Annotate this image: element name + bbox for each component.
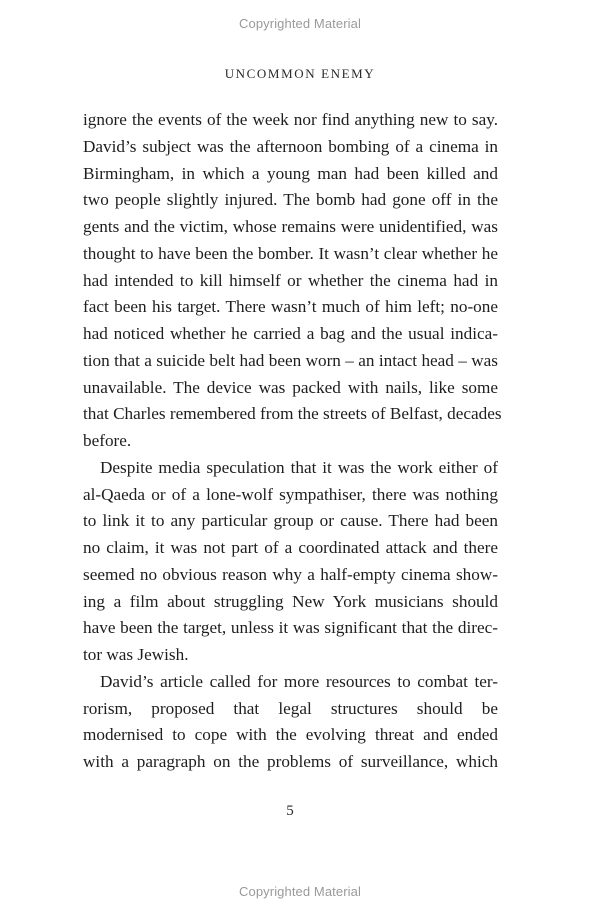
text-line: had intended to kill himself or whether the cinema had in [83, 270, 498, 290]
text-line: before. [83, 431, 132, 450]
text-line: tor was Jewish. [83, 645, 189, 664]
text-line: tion that a suicide belt had been worn – an intact head – was [83, 350, 498, 370]
text-line: David’s article called for more resources to combat ter- [100, 671, 498, 691]
text-line: ignore the events of the week nor find anything new to say. [83, 110, 498, 129]
text-line: Birmingham, in which a young man had been killed and [83, 163, 498, 183]
paragraph [83, 669, 498, 776]
text-line: unavailable. The device was packed with nails, like some [83, 377, 498, 397]
text-line: seemed no obvious reason why a half-empty cinema show- [83, 564, 498, 584]
text-line: Despite media speculation that it was the work either of [100, 457, 498, 477]
copyright-watermark-top: Copyrighted Material [239, 16, 361, 31]
copyright-watermark-bottom: Copyrighted Material [239, 884, 361, 899]
text-line: modernised to cope with the evolving threat and ended [83, 725, 498, 745]
text-line: al-Qaeda or of a lone-wolf sympathiser, there was nothing [83, 484, 498, 504]
text-line: that Charles remembered from the streets of Belfast, decades [83, 404, 502, 424]
text-line: no claim, it was not part of a coordinated attack and there [83, 538, 498, 557]
text-line: to link it to any particular group or cause. There had been [83, 511, 498, 531]
text-line: thought to have been the bomber. It wasn’t clear whether he [83, 243, 498, 263]
text-line: David’s subject was the afternoon bombing of a cinema in [83, 136, 498, 156]
text-line: had noticed whether he carried a bag and the usual indica- [83, 324, 498, 343]
text-line: two people slightly injured. The bomb had gone off in the [83, 190, 498, 210]
text-line: have been the target, unless it was significant that the direc- [83, 618, 498, 638]
text-line: fact been his target. There wasn’t much of him left; no-one [83, 297, 498, 317]
page-number: 5 [286, 803, 294, 819]
text-line: rorism, proposed that legal structures should be [83, 698, 498, 718]
paragraph [83, 107, 502, 455]
text-line: ing a film about struggling New York musicians should [83, 591, 498, 611]
text-line: with a paragraph on the problems of surveillance, which [83, 752, 498, 771]
running-head: UNCOMMON ENEMY [224, 66, 376, 81]
paragraph [83, 455, 498, 669]
text-line: gents and the victim, whose remains were unidentified, was [83, 217, 498, 236]
body-text [83, 107, 502, 776]
